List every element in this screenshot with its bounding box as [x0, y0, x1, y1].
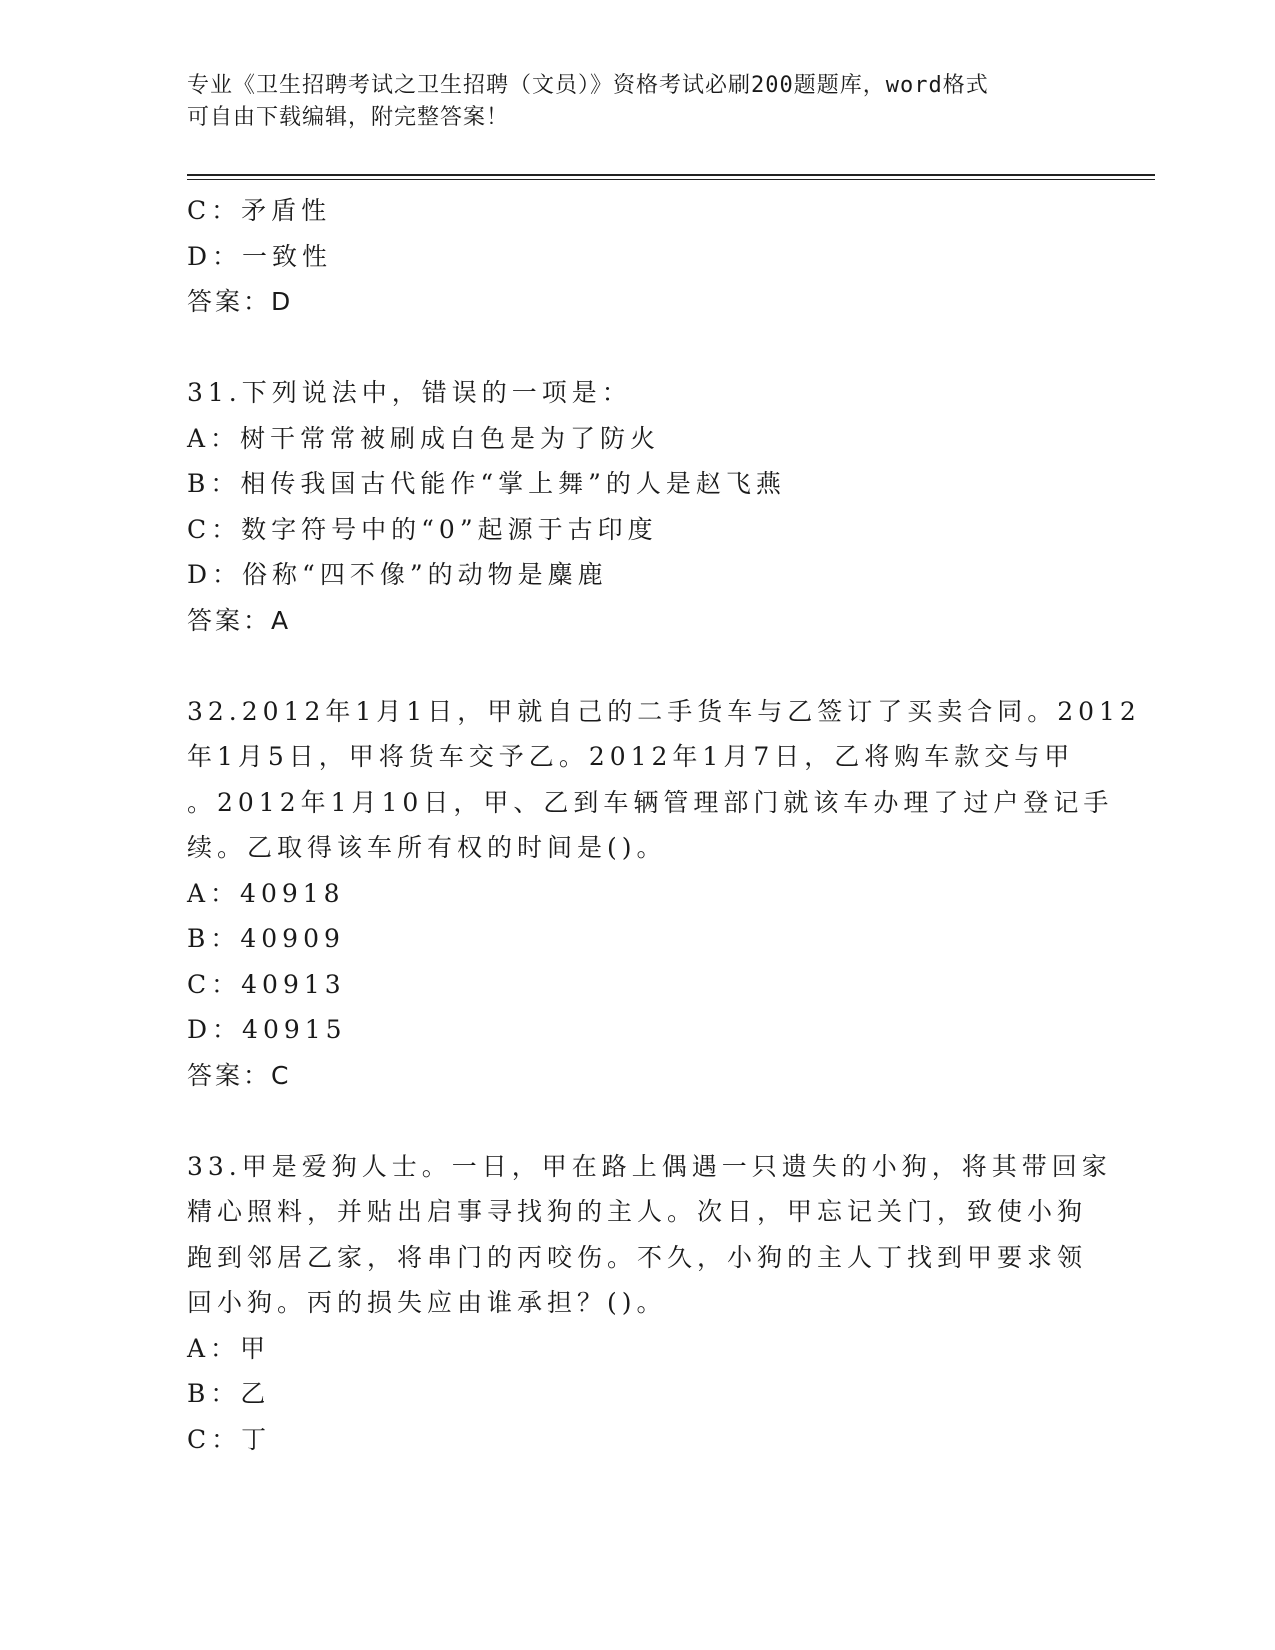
option-a: A：甲 — [187, 1333, 271, 1363]
header-rule-thick — [187, 174, 1155, 176]
answer-line: 答案：A — [187, 605, 292, 635]
question-stem-line: 跑到邻居乙家，将串门的丙咬伤。不久，小狗的主人丁找到甲要求领 — [187, 1242, 1088, 1272]
spacer — [187, 643, 1155, 689]
question-stem-line: 年1月5日，甲将货车交予乙。2012年1月7日，乙将购车款交与甲 — [187, 742, 1075, 771]
option-b: B：乙 — [187, 1379, 271, 1408]
option-d: D：一致性 — [187, 241, 333, 271]
question-stem-line: 精心照料，并贴出启事寻找狗的主人。次日，甲忘记关门，致使小狗 — [187, 1197, 1088, 1226]
option-a: A：40918 — [187, 878, 345, 908]
question-stem-line: 33.甲是爱狗人士。一日，甲在路上偶遇一只遗失的小狗，将其带回家 — [187, 1151, 1112, 1181]
page-header — [187, 70, 1067, 134]
option-c: C：数字符号中的“0”起源于古印度 — [187, 514, 658, 544]
question-stem-line: 回小狗。丙的损失应由谁承担？()。 — [187, 1288, 667, 1317]
option-c: C：矛盾性 — [187, 196, 332, 225]
header-rule-thin — [187, 179, 1155, 180]
option-d: D：俗称“四不像”的动物是麋鹿 — [187, 560, 608, 589]
answer-line: 答案：D — [187, 287, 294, 316]
question-32-block — [187, 689, 1155, 1099]
question-31-block — [187, 370, 1155, 643]
question-stem-line: 32.2012年1月1日，甲就自己的二手货车与乙签订了买卖合同。2012 — [187, 696, 1141, 726]
spacer — [187, 325, 1155, 371]
header-line-2: 可自由下载编辑，附完整答案！ — [187, 105, 510, 130]
option-b: B：相传我国古代能作“掌上舞”的人是赵飞燕 — [187, 469, 786, 498]
option-b: B：40909 — [187, 924, 345, 953]
prev-question-block — [187, 188, 1155, 325]
answer-line: 答案：C — [187, 1060, 292, 1090]
document-page — [187, 70, 1155, 1462]
question-33-block — [187, 1144, 1155, 1463]
option-d: D：40915 — [187, 1015, 347, 1044]
option-a: A：树干常常被刷成白色是为了防火 — [187, 423, 661, 453]
header-line-1: 专业《卫生招聘考试之卫生招聘（文员）》资格考试必刷200题题库，word格式 — [187, 73, 989, 98]
option-c: C：40913 — [187, 969, 346, 999]
option-c: C：丁 — [187, 1424, 272, 1454]
question-stem-line: 续。乙取得该车所有权的时间是()。 — [187, 833, 667, 862]
question-stem: 31.下列说法中，错误的一项是： — [187, 378, 632, 407]
question-stem-line: 。2012年1月10日，甲、乙到车辆管理部门就该车办理了过户登记手 — [187, 787, 1114, 817]
question-content — [187, 188, 1155, 1462]
spacer — [187, 1098, 1155, 1144]
